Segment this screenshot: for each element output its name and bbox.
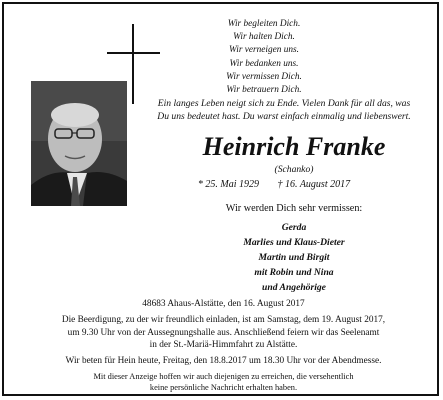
cross-icon-bar (107, 52, 160, 54)
birth-date: * 25. Mai 1929 (197, 179, 259, 190)
poem-line: Wir bedanken uns. (229, 58, 299, 69)
funeral-line: in der St.-Mariä-Himmfahrt zu Alstätte. (149, 339, 298, 350)
funeral-info (10, 298, 437, 393)
cross-icon (132, 24, 134, 104)
family-member: und Angehörige (262, 282, 326, 293)
closing-line: Du uns bedeutet hast. Du warst einfach einmalig und liebenswert. (157, 110, 411, 122)
closing-line: Ein langes Leben neigt sich zu Ende. Vielen Dank für all das, was (157, 98, 411, 109)
death-date: † 16. August 2017 (277, 179, 351, 190)
funeral-line: Die Beerdigung, zu der wir freundlich einladen, ist am Samstag, dem 19. August 2017, (61, 315, 386, 326)
funeral-line: um 9.30 Uhr von der Aussegnungshalle aus. Anschließend feiern wir das Seelenamt (67, 327, 380, 338)
obituary-notice (2, 2, 439, 396)
note-line: Mit dieser Anzeige hoffen wir auch diejenigen zu erreichen, die versehentlich (93, 372, 354, 382)
note-line: keine persönliche Nachricht erhalten haben. (149, 383, 298, 393)
portrait-photo (31, 81, 127, 206)
poem-line: Wir verneigen uns. (229, 45, 299, 56)
poem-line: Wir begleiten Dich. (227, 19, 301, 29)
family-member: Gerda (281, 222, 307, 233)
family-member: mit Robin und Nina (254, 267, 334, 278)
deceased-name: Heinrich Franke (202, 132, 386, 161)
family-list (164, 220, 424, 295)
prayer-line: Wir beten für Hein heute, Freitag, den 18.8.2017 um 18.30 Uhr vor der Abendmesse. (65, 356, 382, 367)
poem-line: Wir vermissen Dich. (226, 71, 302, 82)
life-dates (144, 178, 404, 191)
poem-line: Wir halten Dich. (233, 32, 295, 43)
family-member: Martin und Birgit (258, 252, 330, 263)
poem-line: Wir betrauern Dich. (226, 85, 302, 96)
miss-text: Wir werden Dich sehr vermissen: (225, 203, 363, 214)
closing-text (134, 98, 434, 123)
deceased-nickname: (Schanko) (274, 164, 314, 175)
family-member: Marlies und Klaus-Dieter (243, 237, 345, 248)
place-date: 48683 Ahaus-Alstätte, den 16. August 2017 (142, 299, 305, 309)
poem (200, 18, 328, 97)
